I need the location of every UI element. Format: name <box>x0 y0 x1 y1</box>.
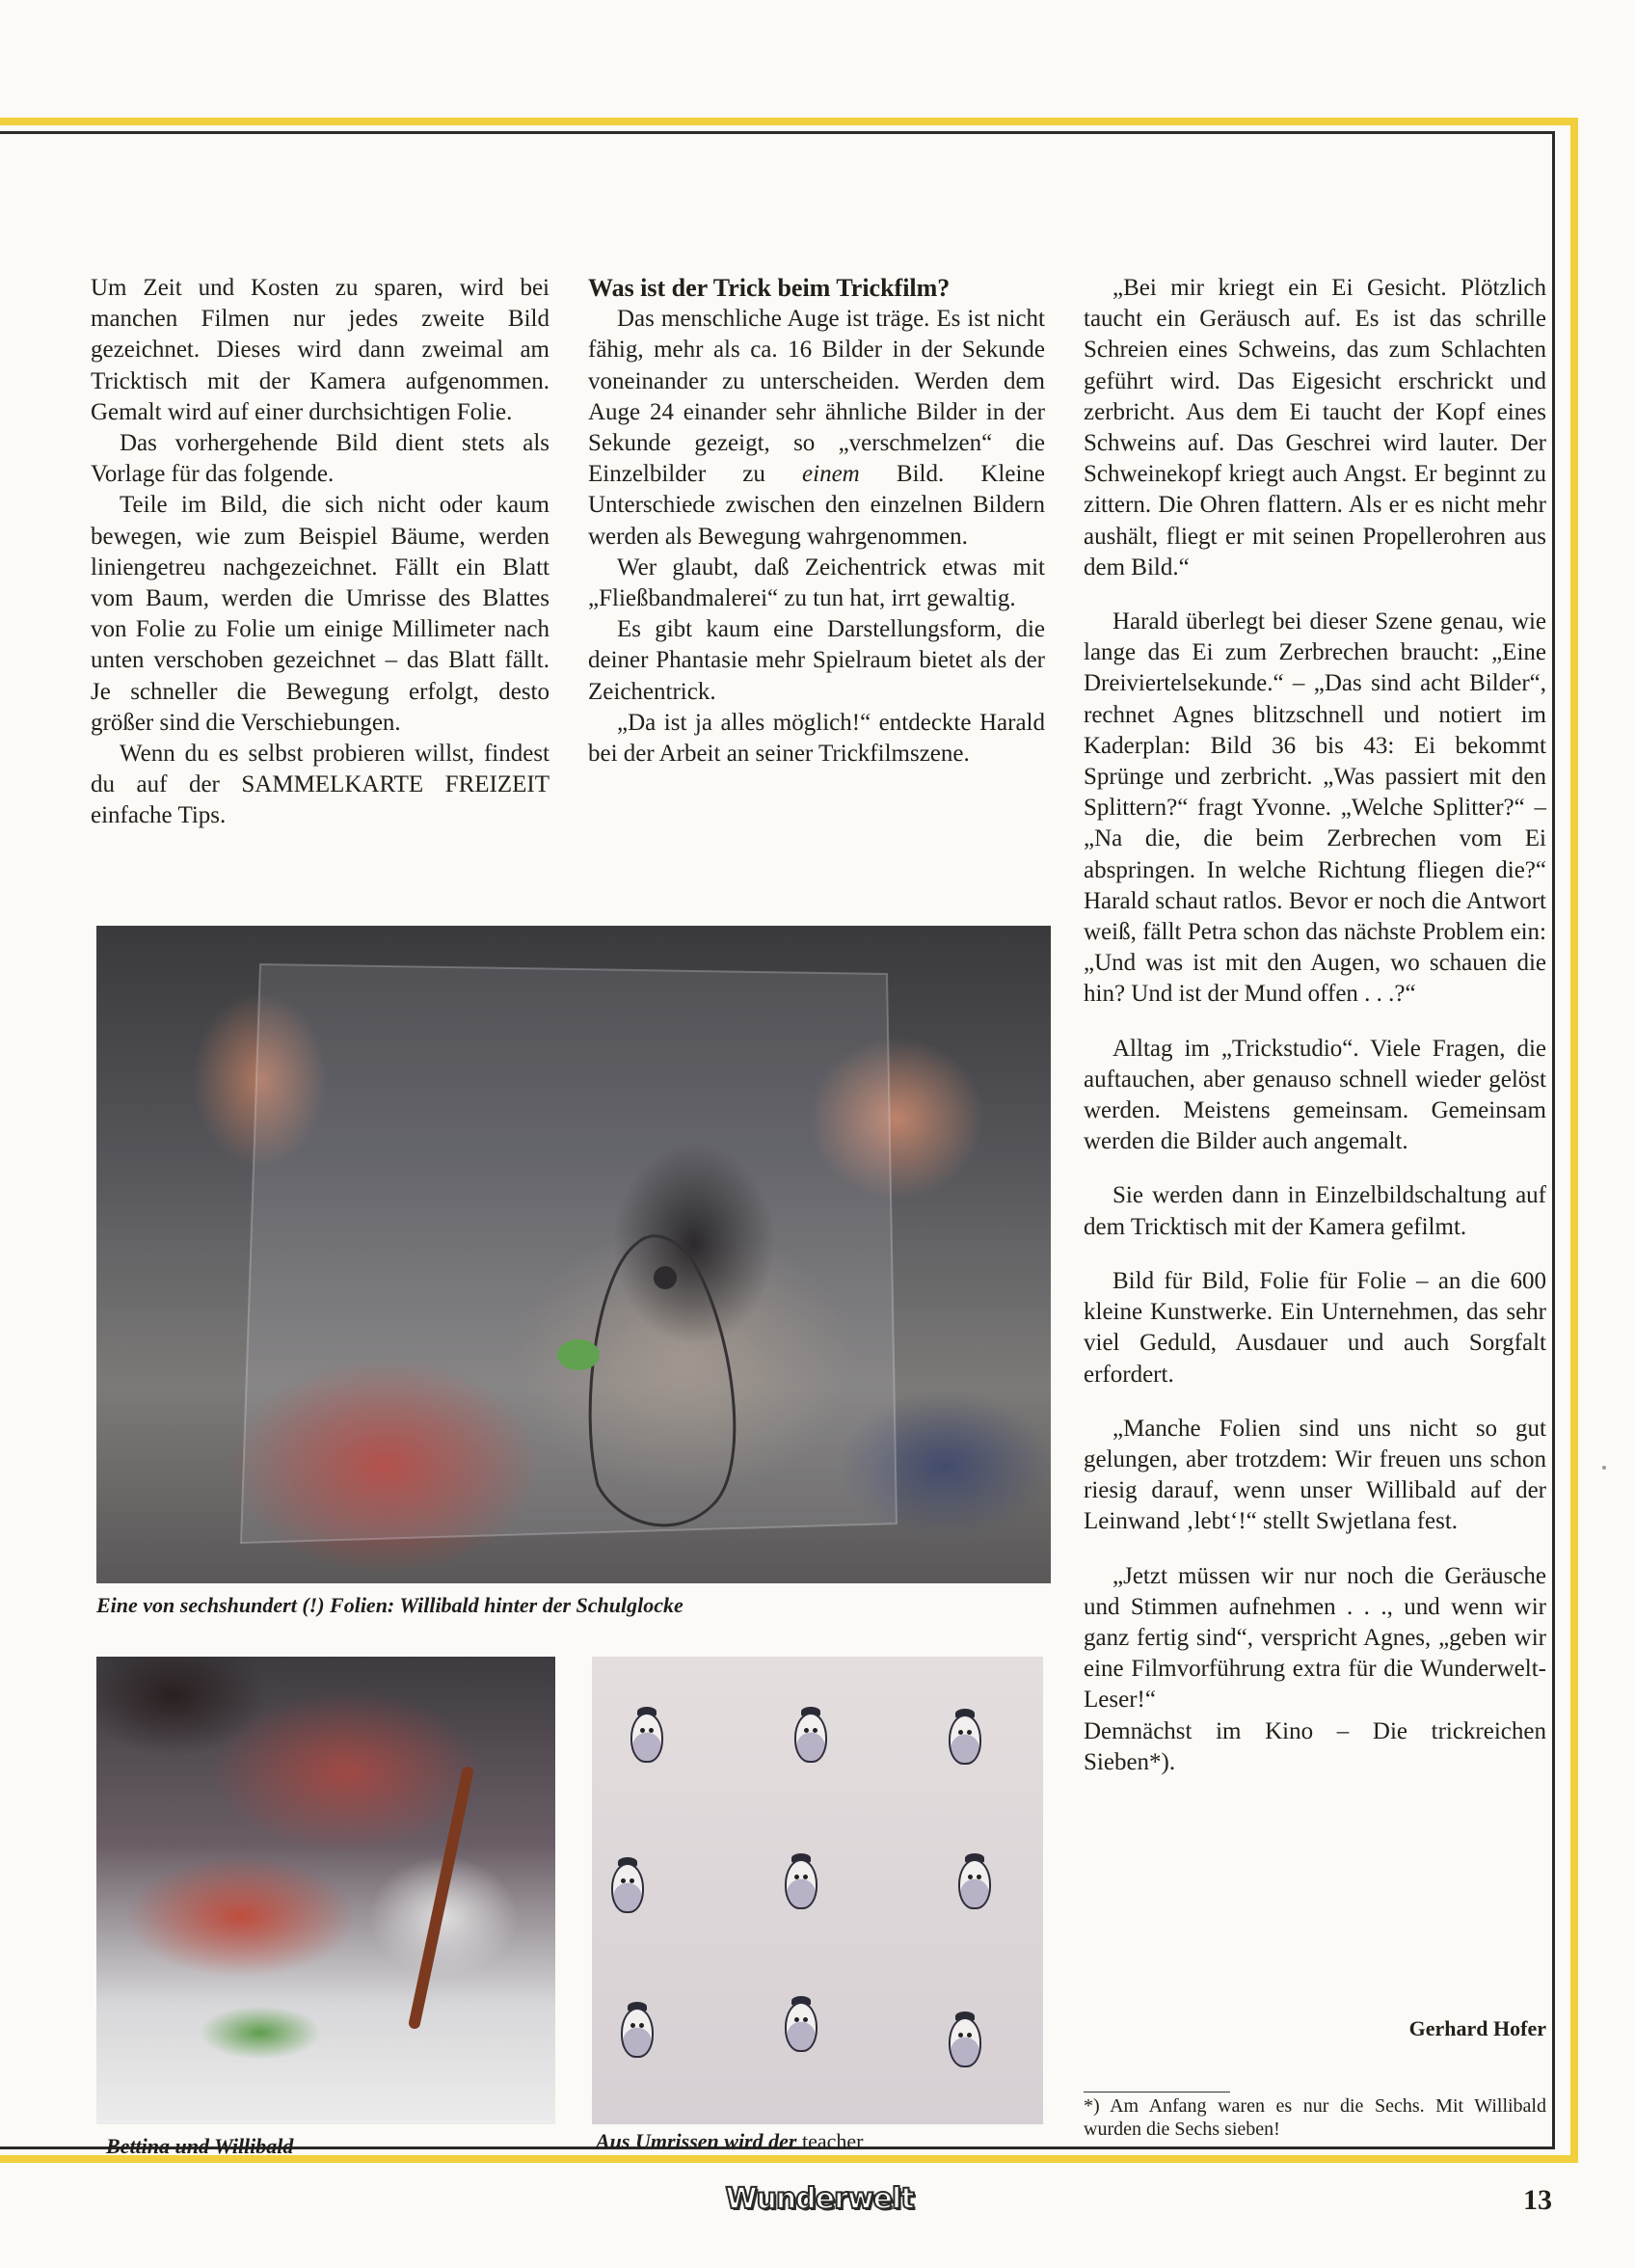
emphasis-text: einem <box>802 461 860 488</box>
paragraph: Alltag im „Trickstudio“. Viele Fragen, die auftauchen, aber genauso schnell wieder gelöst werden. Meistens gemeinsam. Gemeinsam werden die Bilder auch angemalt. <box>1084 1035 1546 1155</box>
paragraph: Demnächst im Kino – Die trickreichen Sieben*). <box>1084 1717 1546 1775</box>
egg-character-icon <box>949 2017 981 2067</box>
photo-drawing-child <box>96 1657 555 2124</box>
photo-egg-sketches <box>592 1657 1043 2124</box>
paragraph: Wenn du es selbst probieren willst, findest du auf der SAMMELKARTE FREIZEIT einfache Tips. <box>91 741 549 829</box>
egg-character-icon <box>785 1859 818 1909</box>
text-column-1 <box>91 273 549 832</box>
paragraph <box>588 304 1045 553</box>
magazine-logo: Wunderwelt <box>725 2181 914 2216</box>
footnote: *) Am Anfang waren es nur die Sechs. Mit Willibald wurden die Sechs sieben! <box>1084 2095 1546 2140</box>
paragraph: Harald überlegt bei dieser Szene genau, wie lange das Ei zum Zerbrechen braucht: „Eine Dreiviertelsekunde.“ – „Das sind acht Bilder“, rechnet Agnes blitzschnell und notiert im Kaderplan: Bild 36 bis 43: Ei bekommt Sprünge und zerbricht. „Was passiert mit den Splittern?“ fragt Yvonne. „Welche Splitter?“ – „Na die, die beim Zerbrechen vom Ei abspringen. In welche Richtung fliegen die?“ Harald schaut ratlos. Bevor er noch die Antwort weiß, fällt Petra schon das nächste Problem ein: „Und was ist mit den Augen, wo schauen die hin? Und ist der Mund offen . . .?“ <box>1084 608 1546 1008</box>
text-column-2 <box>588 273 1045 770</box>
egg-character-icon <box>958 1859 991 1909</box>
egg-character-icon <box>630 1713 663 1763</box>
caption-right-photo <box>596 2129 863 2154</box>
egg-character-icon <box>621 2008 654 2058</box>
paragraph: „Da ist ja alles möglich!“ entdeckte Harald bei der Arbeit an seiner Trickfilmszene. <box>588 709 1045 768</box>
egg-character-icon <box>611 1863 644 1913</box>
photo-child-holding-foil <box>96 926 1051 1583</box>
author-name: Gerhard Hofer <box>1408 2016 1546 2040</box>
paragraph: Es gibt kaum eine Darstellungsform, die deiner Phantasie mehr Spielraum bietet als der Zeichentrick. <box>588 616 1045 705</box>
paragraph: Um Zeit und Kosten zu sparen, wird bei manchen Filmen nur jedes zweite Bild gezeichnet. Dieses wird dann zweimal am Tricktisch mit der Kamera aufgenommen. Gemalt wird auf einer durchsichtigen Folie. <box>91 275 549 425</box>
paragraph: Wer glaubt, daß Zeichentrick etwas mit „Fließbandmalerei“ zu tun hat, irrt gewaltig. <box>588 554 1045 612</box>
paragraph: „Manche Folien sind uns nicht so gut gelungen, aber trotzdem: Wir freuen uns schon riesig darauf, wenn unser Willibald auf der Leinwand ‚lebt‘!“ stellt Swjetlana fest. <box>1084 1415 1546 1535</box>
caption-left-photo: Bettina und Willibald <box>106 2134 294 2158</box>
paragraph: „Bei mir kriegt ein Ei Gesicht. Plötzlich taucht ein Geräusch auf. Es ist das schrille Schreien eines Schweins, das zum Schlachten geführt wird. Das Eigesicht erschrickt und zerbricht. Aus dem Ei taucht der Kopf eines Schweins auf. Das Geschrei wird lauter. Der Schweinekopf kriegt auch Angst. Er beginnt zu zittern. Die Ohren flattern. Als er es nicht mehr aushält, fliegt er mit seinen Propellerohren aus dem Bild.“ <box>1084 275 1546 580</box>
paragraph-text: Bild. Kleine Unterschiede zwischen den einzelnen Bildern werden als Bewegung wahrgenommen. <box>588 461 1045 550</box>
paragraph: Das vorhergehende Bild dient stets als Vorlage für das folgende. <box>91 430 549 488</box>
paragraph: Sie werden dann in Einzelbildschaltung auf dem Tricktisch mit der Kamera gefilmt. <box>1084 1182 1546 1240</box>
section-heading: Was ist der Trick beim Trickfilm? <box>588 274 951 302</box>
pen-icon <box>96 1657 555 2124</box>
caption-text-plain: teacher <box>801 2129 864 2153</box>
caption-main-photo: Eine von sechshundert (!) Folien: Willibald hinter der Schulglocke <box>96 1593 683 1617</box>
egg-character-icon <box>785 2002 818 2052</box>
text-column-3 <box>1084 273 1546 1778</box>
caption-text: Aus Umrissen wird der <box>596 2129 797 2153</box>
egg-character-icon <box>949 1714 981 1765</box>
speck <box>1602 1466 1606 1470</box>
page-number: 13 <box>1523 2184 1552 2216</box>
paragraph: Bild für Bild, Folie für Folie – an die 600 kleine Kunstwerke. Ein Unternehmen, das sehr viel Geduld, Ausdauer und auch Sorgfalt erfordert. <box>1084 1267 1546 1388</box>
foil-drawing-icon <box>96 926 1051 1583</box>
egg-character-icon <box>794 1713 827 1763</box>
paragraph: „Jetzt müssen wir nur noch die Geräusche und Stimmen aufnehmen . . ., und wenn wir ganz fertig sind“, verspricht Agnes, „geben wir eine Filmvorführung extra für die Wunderwelt-Leser!“ <box>1084 1562 1546 1714</box>
paragraph-text: Das menschliche Auge ist träge. Es ist nicht fähig, mehr als ca. 16 Bilder in der Sekunde voneinander zu unterscheiden. Werden dem Auge 24 einander sehr ähnliche Bilder in der Sekunde gezeigt, so „verschmelzen“ die Einzelbilder zu <box>588 306 1045 488</box>
paragraph: Teile im Bild, die sich nicht oder kaum bewegen, wie zum Beispiel Bäume, werden liniengetreu nachgezeichnet. Fällt ein Blatt vom Baum, werden die Umrisse des Blattes von Folie zu Folie um einige Millimeter nach unten verschoben gezeichnet – das Blatt fällt. Je schneller die Bewegung erfolgt, desto größer sind die Verschiebungen. <box>91 492 549 736</box>
